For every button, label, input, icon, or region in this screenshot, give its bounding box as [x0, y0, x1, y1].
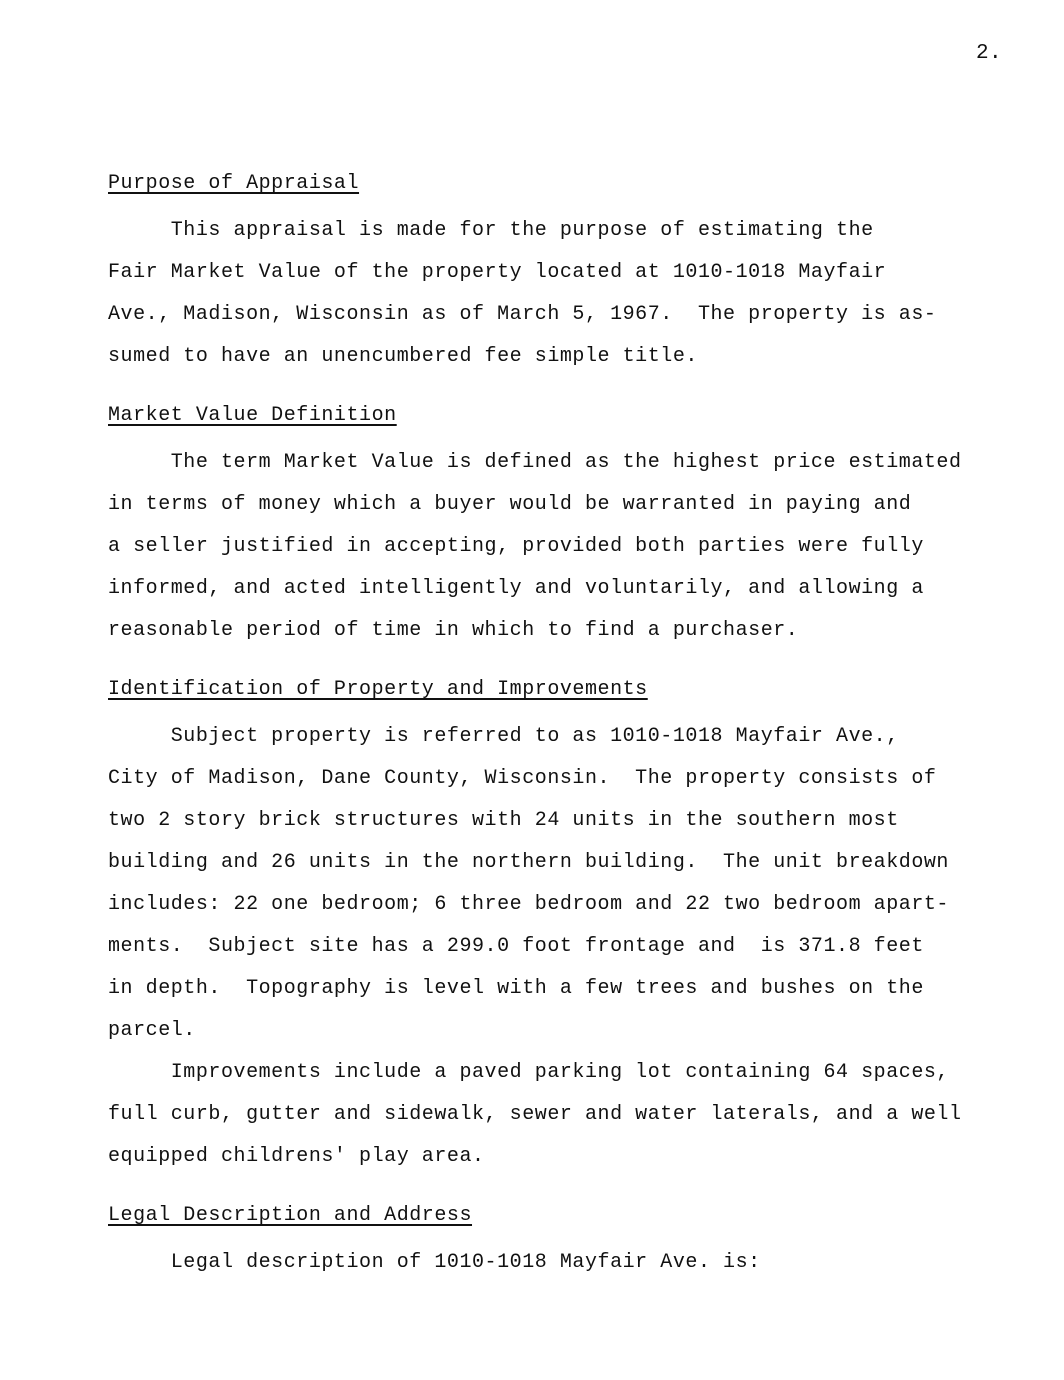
- text-line: City of Madison, Dane County, Wisconsin. The property consists of: [108, 767, 937, 790]
- text-line: Subject property is referred to as 1010-1018 Mayfair Ave.,: [108, 725, 899, 748]
- text-line: in depth. Topography is level with a few trees and bushes on the: [108, 977, 924, 1000]
- text-line: equipped childrens' play area.: [108, 1145, 485, 1168]
- text-line: sumed to have an unencumbered fee simple title.: [108, 345, 698, 368]
- section-purpose-of-appraisal: [108, 172, 1008, 378]
- section-heading: Identification of Property and Improvements: [108, 678, 648, 701]
- paragraph: [108, 1052, 1008, 1178]
- text-line: Improvements include a paved parking lot containing 64 spaces,: [108, 1061, 949, 1084]
- text-line: a seller justified in accepting, provided both parties were fully: [108, 535, 924, 558]
- section-identification-of-property: [108, 678, 1008, 1178]
- section-heading: Purpose of Appraisal: [108, 172, 360, 195]
- paragraph: [108, 210, 1008, 378]
- paragraph: [108, 716, 1008, 1052]
- page-number: 2.: [976, 42, 1003, 65]
- text-line: The term Market Value is defined as the highest price estimated: [108, 451, 962, 474]
- text-line: informed, and acted intelligently and voluntarily, and allowing a: [108, 577, 924, 600]
- text-line: two 2 story brick structures with 24 units in the southern most: [108, 809, 899, 832]
- text-line: Ave., Madison, Wisconsin as of March 5, 1967. The property is as-: [108, 303, 937, 326]
- text-line: building and 26 units in the northern building. The unit breakdown: [108, 851, 949, 874]
- paragraph: [108, 442, 1008, 652]
- text-line: Fair Market Value of the property located at 1010-1018 Mayfair: [108, 261, 887, 284]
- text-line: reasonable period of time in which to find a purchaser.: [108, 619, 799, 642]
- text-line: ments. Subject site has a 299.0 foot frontage and is 371.8 feet: [108, 935, 924, 958]
- text-line: full curb, gutter and sidewalk, sewer and water laterals, and a well: [108, 1103, 962, 1126]
- text-line: includes: 22 one bedroom; 6 three bedroom and 22 two bedroom apart-: [108, 893, 949, 916]
- text-line: This appraisal is made for the purpose of estimating the: [108, 219, 874, 242]
- paragraph: [108, 1242, 1008, 1284]
- section-legal-description: [108, 1204, 1008, 1284]
- section-heading: Legal Description and Address: [108, 1204, 473, 1227]
- text-line: parcel.: [108, 1019, 196, 1042]
- section-heading: Market Value Definition: [108, 404, 397, 427]
- text-line: in terms of money which a buyer would be warranted in paying and: [108, 493, 912, 516]
- section-market-value-definition: [108, 404, 1008, 652]
- text-line: Legal description of 1010-1018 Mayfair Ave. is:: [108, 1251, 761, 1274]
